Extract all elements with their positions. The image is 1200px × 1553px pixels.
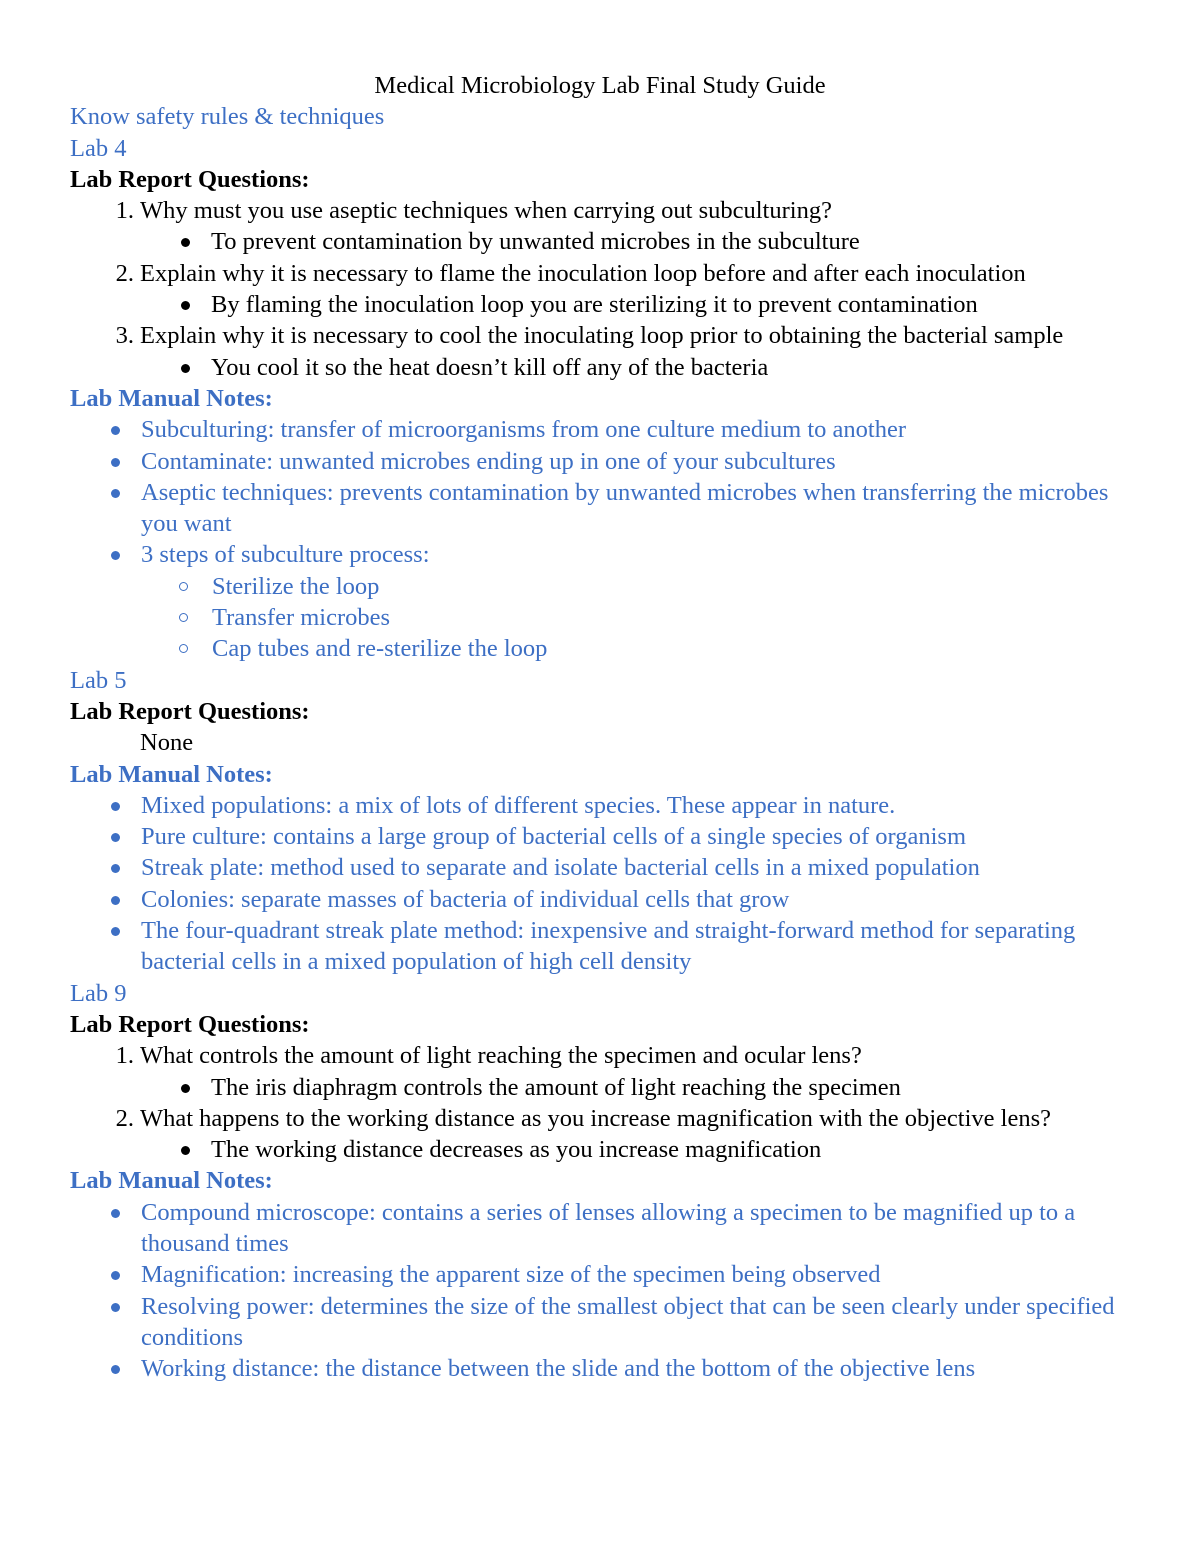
note-text: Working distance: the distance between the slide and the bottom of the objective lens: [141, 1355, 976, 1383]
sub-note-text: Cap tubes and re-sterilize the loop: [212, 635, 548, 663]
notes-list: [70, 1197, 1140, 1385]
bullet-icon: [111, 1209, 120, 1218]
note-text: Compound microscope: contains a series of lenses allowing a specimen to be magnified up to a thousand times: [141, 1198, 1076, 1257]
question-item: [70, 258, 1140, 321]
question-number: 3.: [115, 322, 134, 350]
lab-heading: Lab 4: [70, 134, 127, 162]
bullet-icon: [111, 1303, 120, 1312]
note-text: Pure culture: contains a large group of bacterial cells of a single species of organism: [141, 823, 967, 851]
document-page: [70, 70, 1140, 1384]
bullet-icon: [181, 301, 190, 310]
hollow-bullet-icon: [179, 613, 188, 622]
question-list: [70, 195, 1140, 383]
answer-text: To prevent contamination by unwanted microbes in the subculture: [211, 228, 860, 256]
bullet-icon: [111, 489, 120, 498]
question-number: 1.: [115, 1042, 134, 1070]
sub-note-text: Transfer microbes: [212, 604, 391, 632]
note-text: Subculturing: transfer of microorganisms from one culture medium to another: [141, 416, 906, 444]
none-text: None: [140, 729, 194, 757]
sub-note-item: [70, 602, 1140, 633]
bullet-icon: [111, 1365, 120, 1374]
note-item: [70, 1353, 1140, 1384]
lab-manual-notes-heading: Lab Manual Notes:: [70, 760, 273, 788]
question-list: [70, 1040, 1140, 1165]
intro-line: Know safety rules & techniques: [70, 103, 385, 131]
bullet-icon: [111, 896, 120, 905]
note-text: Streak plate: method used to separate and isolate bacterial cells in a mixed population: [141, 854, 980, 882]
question-item: [70, 1040, 1140, 1103]
note-text: Resolving power: determines the size of the smallest object that can be seen clearly under specified conditions: [141, 1292, 1115, 1351]
question-number: 2.: [115, 259, 134, 287]
note-text: Magnification: increasing the apparent size of the specimen being observed: [141, 1261, 881, 1289]
bullet-icon: [181, 1146, 190, 1155]
answer-text: By flaming the inoculation loop you are sterilizing it to prevent contamination: [211, 291, 978, 319]
bullet-icon: [181, 238, 190, 247]
question-text: Why must you use aseptic techniques when carrying out subculturing?: [140, 197, 832, 225]
sub-note-item: [70, 633, 1140, 664]
bullet-icon: [111, 927, 120, 936]
lab-manual-notes-heading: Lab Manual Notes:: [70, 384, 273, 412]
note-item: [70, 790, 1140, 821]
note-item: [70, 1197, 1140, 1260]
note-text: Colonies: separate masses of bacteria of individual cells that grow: [141, 885, 790, 913]
note-text: Mixed populations: a mix of lots of different species. These appear in nature.: [141, 791, 896, 819]
lab-report-questions-heading: Lab Report Questions:: [70, 697, 310, 725]
note-text: The four-quadrant streak plate method: inexpensive and straight-forward method for separating bacterial cells in a mixed population of high cell density: [141, 917, 1076, 976]
question-number: 2.: [115, 1104, 134, 1132]
question-text: What happens to the working distance as you increase magnification with the objective lens?: [140, 1104, 1051, 1132]
note-text: 3 steps of subculture process:: [141, 541, 430, 569]
note-item: [70, 1291, 1140, 1354]
note-item: [70, 852, 1140, 883]
bullet-icon: [111, 864, 120, 873]
notes-list: [70, 790, 1140, 978]
note-text: Aseptic techniques: prevents contamination by unwanted microbes when transferring the microbes you want: [141, 478, 1109, 538]
question-text: Explain why it is necessary to flame the inoculation loop before and after each inoculation: [140, 259, 1026, 287]
question-item: [70, 320, 1140, 383]
question-text: What controls the amount of light reaching the specimen and ocular lens?: [140, 1042, 862, 1070]
bullet-icon: [111, 1271, 120, 1280]
question-number: 1.: [115, 197, 134, 225]
lab-heading: Lab 5: [70, 666, 127, 694]
lab-manual-notes-heading: Lab Manual Notes:: [70, 1167, 273, 1195]
lab-report-questions-heading: Lab Report Questions:: [70, 1010, 310, 1038]
answer-text: You cool it so the heat doesn’t kill off any of the bacteria: [211, 353, 769, 381]
sub-note-text: Sterilize the loop: [212, 572, 380, 600]
lab-section: [70, 665, 1140, 978]
bullet-icon: [181, 1084, 190, 1093]
lab-section: [70, 133, 1140, 665]
answer-text: The iris diaphragm controls the amount of light reaching the specimen: [211, 1073, 901, 1101]
notes-list: [70, 414, 1140, 664]
bullet-icon: [111, 802, 120, 811]
question-item: [70, 1103, 1140, 1166]
note-item: [70, 414, 1140, 445]
note-item: [70, 539, 1140, 570]
hollow-bullet-icon: [179, 582, 188, 591]
hollow-bullet-icon: [179, 644, 188, 653]
note-item: [70, 477, 1140, 540]
lab-heading: Lab 9: [70, 979, 127, 1007]
note-item: [70, 884, 1140, 915]
note-item: [70, 446, 1140, 477]
answer-text: The working distance decreases as you increase magnification: [211, 1136, 822, 1164]
note-item: [70, 1259, 1140, 1290]
document-title: Medical Microbiology Lab Final Study Guide: [374, 72, 826, 99]
question-item: [70, 195, 1140, 258]
bullet-icon: [181, 364, 190, 373]
bullet-icon: [111, 833, 120, 842]
note-item: [70, 821, 1140, 852]
question-text: Explain why it is necessary to cool the inoculating loop prior to obtaining the bacterial sample: [140, 322, 1064, 350]
bullet-icon: [111, 426, 120, 435]
lab-sections: [70, 133, 1140, 1385]
sub-note-item: [70, 571, 1140, 602]
note-item: [70, 915, 1140, 978]
bullet-icon: [111, 551, 120, 560]
lab-report-questions-heading: Lab Report Questions:: [70, 165, 310, 193]
bullet-icon: [111, 458, 120, 467]
lab-section: [70, 978, 1140, 1385]
note-text: Contaminate: unwanted microbes ending up in one of your subcultures: [141, 447, 836, 475]
